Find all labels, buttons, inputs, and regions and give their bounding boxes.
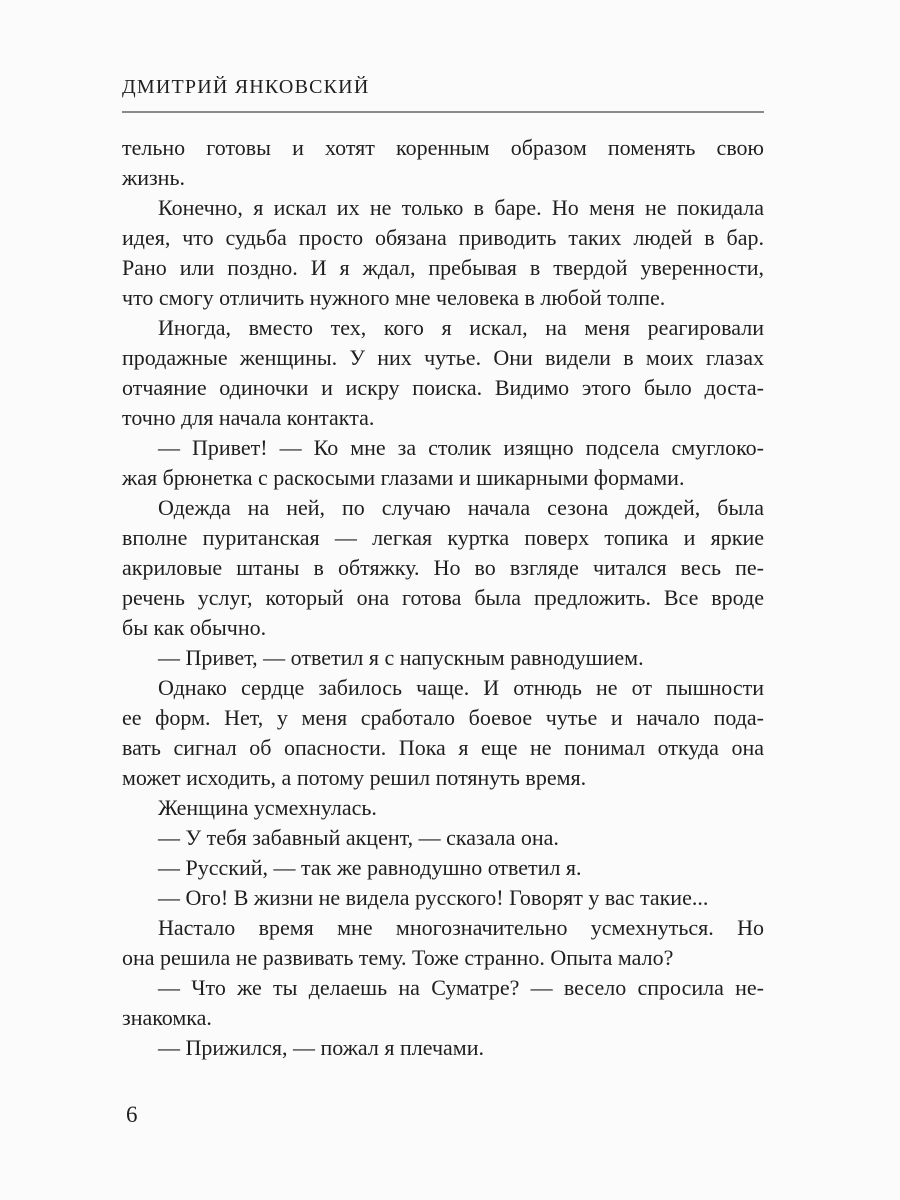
text-line: бы как обычно. (122, 615, 267, 640)
text-line: жая брюнетка с раскосыми глазами и шикарными формами. (122, 465, 685, 490)
text-line: Женщина усмехнулась. (158, 795, 377, 820)
text-line: Одежда на ней, по случаю начала сезона дождей, была (158, 495, 764, 520)
text-line: ее форм. Нет, у меня сработало боевое чутье и начало пода- (122, 705, 764, 730)
text-line: — Привет, — ответил я с напускным равнодушием. (158, 645, 644, 670)
text-line: — Прижился, — пожал я плечами. (158, 1035, 484, 1060)
text-line: знакомка. (122, 1005, 212, 1030)
header-rule (122, 111, 764, 113)
paragraph (122, 133, 764, 193)
text-line: — Что же ты делаешь на Суматре? — весело спросила не- (158, 975, 764, 1000)
text-line: — Ого! В жизни не видела русского! Говорят у вас такие... (158, 885, 709, 910)
page-number: 6 (126, 1102, 138, 1127)
text-line: вать сигнал об опасности. Пока я еще не понимал откуда она (122, 735, 764, 760)
text-line: — У тебя забавный акцент, — сказала она. (158, 825, 559, 850)
paragraph (122, 493, 764, 643)
paragraph (122, 643, 764, 673)
text-line: отчаяние одиночки и искру поиска. Видимо этого было доста- (122, 375, 764, 400)
text-line: Однако сердце забилось чаще. И отнюдь не от пышности (158, 675, 764, 700)
paragraph (122, 853, 764, 883)
text-block (122, 133, 764, 1063)
text-line: продажные женщины. У них чутье. Они видели в моих глазах (122, 345, 764, 370)
text-line: — Русский, — так же равнодушно ответил я. (158, 855, 582, 880)
text-line: что смогу отличить нужного мне человека в любой толпе. (122, 285, 666, 310)
running-head-author: ДМИТРИЙ ЯНКОВСКИЙ (122, 76, 370, 98)
text-line: тельно готовы и хотят коренным образом поменять свою (122, 135, 764, 160)
text-line: вполне пуританская — легкая куртка поверх топика и яркие (122, 525, 764, 550)
text-line: акриловые штаны в обтяжку. Но во взгляде читался весь пе- (122, 555, 764, 580)
text-line: Настало время мне многозначительно усмехнуться. Но (158, 915, 764, 940)
paragraph (122, 823, 764, 853)
text-line: идея, что судьба просто обязана приводить таких людей в бар. (122, 225, 764, 250)
text-line: Иногда, вместо тех, кого я искал, на меня реагировали (158, 315, 764, 340)
paragraph (122, 673, 764, 793)
paragraph (122, 433, 764, 493)
text-line: Конечно, я искал их не только в баре. Но меня не покидала (158, 195, 764, 220)
text-line: речень услуг, который она готова была предложить. Все вроде (122, 585, 764, 610)
paragraph (122, 313, 764, 433)
paragraph (122, 883, 764, 913)
text-line: жизнь. (122, 165, 185, 190)
text-line: может исходить, а потому решил потянуть время. (122, 765, 587, 790)
paragraph (122, 973, 764, 1033)
text-line: Рано или поздно. И я ждал, пребывая в твердой уверенности, (122, 255, 764, 280)
paragraph (122, 793, 764, 823)
text-line: точно для начала контакта. (122, 405, 375, 430)
text-line: — Привет! — Ко мне за столик изящно подсела смуглоко- (158, 435, 764, 460)
paragraph (122, 193, 764, 313)
paragraph (122, 1033, 764, 1063)
text-line: она решила не развивать тему. Тоже странно. Опыта мало? (122, 945, 674, 970)
paragraph (122, 913, 764, 973)
